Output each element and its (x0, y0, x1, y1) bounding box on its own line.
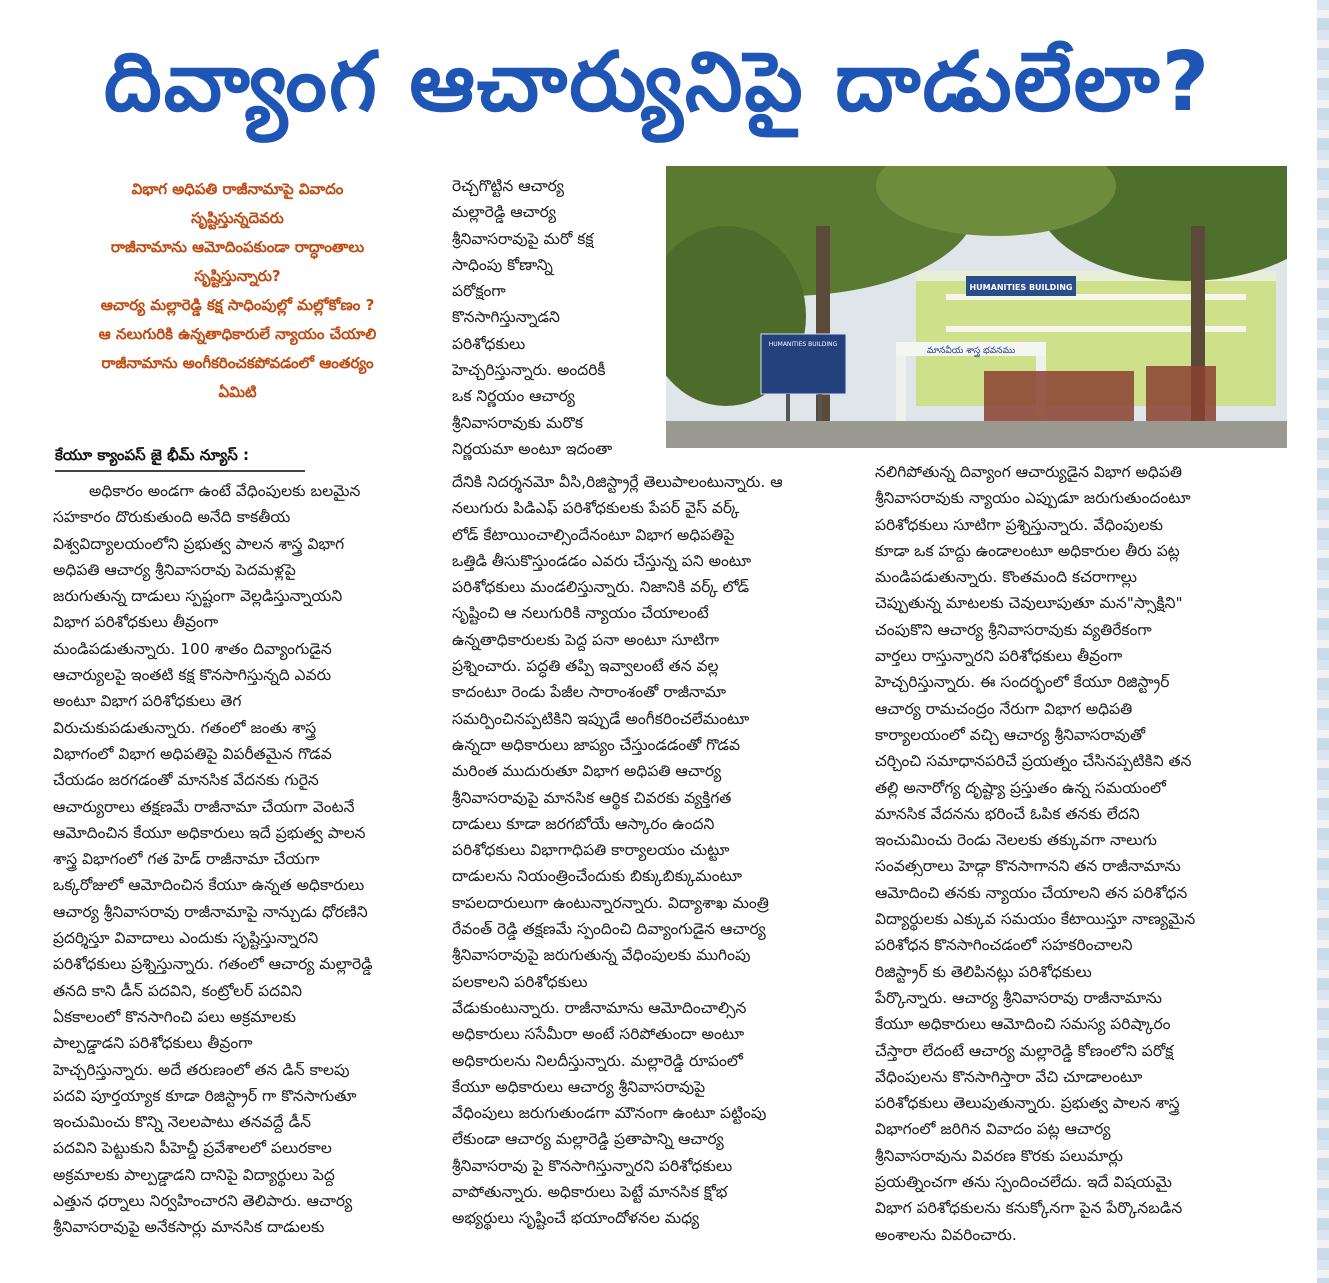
paragraph-line: వార్తలు రాస్తున్నారని పరిశోధకులు తీవ్రంగా (875, 647, 1123, 666)
paragraph-line: విశ్వవిద్యాలయంలోని ప్రభుత్వ పాలన శాస్త్ర విభాగ (53, 534, 345, 553)
paragraph-line: నలుగురు పిడిఎఫ్ పరిశోధకులకు పేపర్ వైస్ వర్క్ (452, 499, 740, 518)
building-photo-drawing (666, 166, 1287, 448)
highlight-line: రాజీనామాను ఆమోదింపకుండా రాద్ధాంతాలు (110, 238, 365, 256)
paragraph-line: సమర్పించినప్పటికిని ఇప్పుడే అంగీకరించలేమంటూ (452, 709, 750, 728)
paragraph-line: సాధింపు కోణాన్ని (452, 255, 553, 274)
paragraph-line: ఉన్నతాధికారులకు పెద్ద పనా అంటూ సూటిగా (452, 630, 720, 649)
paragraph-line: రిజిస్ట్రార్ కు తెలిపినట్లు పరిశోధకులు (875, 962, 1092, 981)
paragraph-line: శాస్త్ర విభాగంలో గత హెడ్ రాజీనామా చేయగా (53, 850, 320, 869)
highlight-line: ఆచార్య మల్లారెడ్డి కక్ష సాధింపుల్లో మల్లోకోణం ? (100, 296, 375, 314)
paragraph-line: కార్యాలయంలో వచ్చి ఆచార్య శ్రీనివాసరావుతో (875, 725, 1146, 744)
paragraph-line: ప్రశ్నించారు. పద్ధతి తప్పి ఇవ్వాలంటే తన వల్ల (452, 657, 719, 676)
paragraph-line: ఆమోదించి తనకు న్యాయం చేయాలని తన పరిశోధన (875, 883, 1188, 902)
sign-board-title: HUMANITIES BUILDING (768, 341, 838, 348)
paragraph-line: పరిశోధకులు విభాగాధిపతి కార్యాలయం చుట్టూ (452, 841, 730, 860)
paragraph-line: లోడ్ కేటాయించాల్సిందేనంటూ విభాగ అధిపతిపై (452, 525, 735, 544)
paragraph-line: పలకాలని పరిశోధకులు (452, 972, 588, 991)
paragraph-line: అధికారులను నిలదీస్తున్నారు. మల్లారెడ్డి రూపంలో (452, 1051, 743, 1070)
building-photo (666, 166, 1287, 448)
paragraph-line: దాడులను నియంత్రించేందుకు బిక్కుబిక్కుమంటూ (452, 867, 742, 886)
paragraph-line: శ్రీనివాసరావుపై అనేకసార్లు మానసిక దాడులకు (53, 1218, 325, 1237)
paragraph-line: మండిపడుతున్నారు. కొంతమంది కచరాగాల్లు (875, 568, 1138, 587)
paragraph-line: ఆచార్య శ్రీనివాసరావు రాజీనామాపై నాన్చుడు ధోరణిని (53, 902, 368, 921)
paragraph-line: హెచ్చరిస్తున్నారు. అందరికీ (452, 361, 606, 380)
paragraph-line: విరుచుకుపడుతున్నారు. గతంలో జంతు శాస్త్ర (53, 718, 317, 737)
paragraph-line: సహకారం దొరుకుతుంది అనేది కాకతీయ (53, 508, 291, 527)
paragraph-line: కాదంటూ రెండు పేజీల సారాంశంతో రాజీనామా (452, 683, 727, 702)
paragraph-line: పరిశోధకులు (452, 334, 526, 353)
article-column-2-bottom (452, 469, 842, 1232)
paragraph-line: శ్రీనివాసరావుపై జరుగుతున్న వేధింపులకు ముగింపు (452, 946, 751, 965)
paragraph-line: ఏకకాలంలో కొనసాగించి పలు అక్రమాలకు (53, 1007, 297, 1026)
paragraph-line: పరిశోధకులు ప్రశ్నిస్తున్నారు. గతంలో ఆచార్య మల్లారెడ్డి (53, 955, 373, 974)
paragraph-line: ఆచార్య రామచంద్రం నేరుగా విభాగ అధిపతి (875, 699, 1133, 718)
paragraph-line: అంటూ విభాగ పరిశోధకులు తెగ (53, 692, 242, 711)
paragraph-line: శ్రీనివాసరావును వివరణ కొరకు పలుమార్లు (875, 1146, 1123, 1165)
paragraph-line: పరిశోధకులు సూటిగా ప్రశ్నిస్తున్నారు. వేధింపులకు (875, 515, 1163, 534)
paragraph-line: వాపోతున్నారు. అధికారులు పెట్టే మానసిక క్షోభ (452, 1183, 728, 1202)
paragraph-line: ఎత్తున ధర్నాలు నిర్వహించారని తెలిపారు. ఆచార్య (53, 1192, 353, 1211)
paragraph-line: పదవిని పెట్టుకుని పీహెచ్డీ ప్రవేశాలలో పలురకాల (53, 1139, 332, 1158)
paragraph-line: లేకుండా ఆచార్య మల్లారెడ్డి ప్రతాపాన్ని ఆచార్య (452, 1130, 724, 1149)
paragraph-line: మండిపడుతున్నారు. 100 శాతం దివ్యాంగుడైన (53, 639, 332, 658)
paragraph-line: హెచ్చరిస్తున్నారు. ఈ సందర్భంలో కేయూ రిజిస్ట్రార్ (875, 673, 1170, 692)
paragraph-line: విద్యార్థులకు ఎక్కువ సమయం కేటాయిస్తూ నాణ్యమైన (875, 910, 1196, 929)
paragraph-line: ఆచార్యురాలు తక్షణమే రాజీనామా చేయగా వెంటనే (53, 797, 355, 816)
paragraph-line: ఇంచుమించు కొన్ని నెలలపాటు తనవద్దే డీన్ (53, 1113, 311, 1132)
paragraph-line: తల్లి అనారోగ్య దృష్ట్యా ప్రస్తుతం ఉన్న సమయంలో (875, 778, 1166, 797)
paragraph-line: నిర్ణయమా అంటూ ఇదంతా (452, 439, 613, 458)
paragraph-line: శ్రీనివాసరావుపై మరో కక్ష (452, 229, 594, 248)
paragraph-line: పరిశోధకులు మండలిస్తున్నారు. నిజానికి వర్క్ లోడ్ (452, 578, 750, 597)
paragraph-line: కాపలదారులుగా ఉంటున్నారన్నారు. విద్యాశాఖ మంత్రి (452, 893, 769, 912)
byline: కేయూ క్యాంపస్ జై భీమ్ న్యూస్ : (55, 442, 305, 472)
paragraph-line: కేయూ అధికారులు ఆమోదించి సమస్య పరిష్కారం (875, 1015, 1171, 1034)
paragraph-line: చేస్తారా లేదంటే ఆచార్య మల్లారెడ్డి కోణంలోని పరోక్ష (875, 1041, 1174, 1060)
page-edge-strip (1317, 0, 1329, 1283)
paragraph-line: శ్రీనివాసరావుకు న్యాయం ఎప్పుడూ జరుగుతుందంటూ (875, 489, 1191, 508)
paragraph-line: ఉన్నదా అధికారులు జాప్యం చేస్తుండడంతో గొడవ (452, 735, 740, 754)
paragraph-line: దేనికి నిదర్శనమో వీసి,రిజిస్ట్రార్లే తెలుపాలంటున్నారు. ఆ (452, 473, 783, 491)
paragraph-line: సృష్టించి ఆ నలుగురికి న్యాయం చేయాలంటే (452, 604, 709, 623)
highlight-line: ఆ నలుగురికి ఉన్నతాధికారులే న్యాయం చేయాలి (98, 325, 377, 343)
paragraph-line: పరిశోధన కొనసాగించడంలో సహకరించాలని (875, 936, 1133, 955)
paragraph-line: దాడులు కూడా జరగబోయే ఆస్కారం ఉందని (452, 814, 715, 833)
paragraph-line: వేడుకుంటున్నారు. రాజీనామాను ఆమోదించాల్సిన (452, 998, 747, 1017)
paragraph-line: రెచ్చగొట్టిన ఆచార్య (452, 177, 564, 195)
paragraph-line: ఒత్తిడి తీసుకొస్తుండడం ఎవరు చేస్తున్న పని అంటూ (452, 551, 752, 570)
paragraph-line: మరింత ముదురుతూ విభాగ అధిపతి ఆచార్య (452, 762, 722, 781)
paragraph-line: ఒక నిర్ణయం ఆచార్య (452, 387, 575, 406)
highlight-line: సృష్టిస్తున్నారు? (194, 267, 281, 285)
paragraph-line: వేధింపులు జరుగుతుండగా మౌనంగా ఉంటూ పట్టింపు (452, 1104, 767, 1123)
paragraph-line: చెప్పుతున్న మాటలకు చెవులూపుతూ మన"స్సాక్షిని" (875, 594, 1183, 613)
paragraph-line: తనది కాని డీన్ పదవిని, కంట్రోలర్ పదవిని (53, 981, 303, 1000)
paragraph-line: ప్రయత్నించగా తను స్పందించలేదు. ఇదే విషయమై (875, 1173, 1172, 1192)
paragraph-line: కేయూ అధికారులు ఆచార్య శ్రీనివాసరావుపై (452, 1077, 706, 1096)
paragraph-line: విభాగంలో విభాగ అధిపతిపై విపరీతమైన గొడవ (53, 744, 332, 763)
paragraph-line: శ్రీనివాసరావుకు మరొక (452, 413, 583, 432)
paragraph-line: కొనసాగిస్తున్నాడని (452, 308, 560, 327)
paragraph-line: అక్రమాలకు పాల్పడ్డాడని దానిపై విద్యార్థులు పెద్ద (53, 1165, 335, 1184)
paragraph-line: హెచ్చరిస్తున్నారు. అదే తరుణంలో తన డిన్ కాలపు (53, 1060, 350, 1079)
building-sign-text: HUMANITIES BUILDING (969, 283, 1073, 292)
highlight-line: ఏమిటి (218, 383, 257, 401)
paragraph-line: అంశాలను వివరించారు. (875, 1225, 1017, 1244)
paragraph-line: అధిపతి ఆచార్య శ్రీనివాసరావు పెదమళ్లపై (53, 560, 296, 579)
paragraph-line: జరుగుతున్న దాడులు స్పష్టంగా వెల్లడిస్తున్నాయని (53, 587, 343, 606)
highlight-line: సృష్టిస్తున్నదెవరు (191, 209, 284, 227)
article-column-2-top (452, 173, 664, 462)
paragraph-line: ఇంచుమించు రెండు నెలలకు తక్కువగా నాలుగు (875, 831, 1157, 850)
paragraph-line: అధికారులు ససేమీరా అంటే సరిపోతుందా అంటూ (452, 1025, 745, 1044)
paragraph-line: వేధింపులను కొనసాగిస్తారా వేచి చూడాలంటూ (875, 1067, 1143, 1086)
paragraph-line: శ్రీనివాసరావు పై కొనసాగిస్తున్నారని పరిశోధకులు (452, 1156, 733, 1175)
headline: దివ్యాంగ ఆచార్యునిపై దాడులేలా? (103, 35, 1212, 130)
paragraph-line: పరిశోధకులు తెలుపుతున్నారు. ప్రభుత్వ పాలన శాస్త్ర (875, 1094, 1180, 1113)
paragraph-line: విభాగ పరిశోధకులను కనుక్కోనగా పైన పేర్కొనబడిన (875, 1199, 1183, 1218)
paragraph-line: రేవంత్ రెడ్డి తక్షణమే స్పందించి దివ్యాంగుడైన ఆచార్య (452, 920, 766, 939)
paragraph-line: ఒక్కరోజులో ఆమోదించిన కేయూ ఉన్నత అధికారులు (53, 876, 365, 895)
paragraph-line: చంపుకొని ఆచార్య శ్రీనివాసరావుకు వ్యతిరేకంగా (875, 620, 1152, 639)
paragraph-line: ఆచార్యులపై ఇంతటి కక్ష కొనసాగిస్తున్నది ఎవరు (53, 666, 332, 685)
paragraph-line: విభాగ పరిశోధకులు తీవ్రంగా (53, 613, 219, 632)
paragraph-line: ప్రదర్శిస్తూ వివాదాలు ఎందుకు సృష్టిస్తున్నారని (53, 929, 319, 948)
paragraph-line: పదవి పూర్తయ్యాక కూడా రిజిస్ట్రార్ గా కొనసాగుతూ (53, 1086, 357, 1105)
paragraph-line: పరోక్షంగా (452, 282, 506, 301)
highlight-line: విభాగ అధిపతి రాజీనామాపై వివాదం (131, 180, 344, 198)
paragraph-line: ఆమోదించిన కేయూ అధికారులు ఇదే ప్రభుత్వ పాలన (53, 823, 366, 842)
article-column-1 (53, 478, 438, 1241)
paragraph-line: సంవత్సరాలు హెడ్గా కొనసాగానని తన రాజీనామాను (875, 857, 1181, 876)
paragraph-line: కూడా ఒక హద్దు ఉండాలంటూ అధికారుల తీరు పట్ల (875, 541, 1180, 560)
highlight-line: రాజీనామాను అంగీకరించకపోవడంలో ఆంతర్యం (101, 354, 374, 372)
paragraph-line: విభాగంలో జరిగిన వివాదం పట్ల ఆచార్య (875, 1120, 1111, 1139)
highlights-box (40, 175, 435, 407)
paragraph-line: అభ్యర్థులు సృష్టించే భయాందోళనల మధ్య (452, 1209, 700, 1228)
paragraph-line: మల్లారెడ్డి ఆచార్య (452, 203, 556, 222)
paragraph-line: చేయడం జరగడంతో మానసిక వేదనకు గురైన (53, 771, 319, 790)
paragraph-line: పేర్కొన్నారు. ఆచార్య శ్రీనివాసరావు రాజీనామాను (875, 988, 1162, 1007)
paragraph-line: మానసిక వేదనను భరించే ఓపిక తనకు లేదని (875, 804, 1140, 823)
paragraph-line: నలిగిపోతున్న దివ్యాంగ ఆచార్యుడైన విభాగ అధిపతి (875, 463, 1182, 481)
paragraph-line: పాల్పడ్డాడని పరిశోధకులు తీవ్రంగా (53, 1034, 253, 1053)
paragraph-line: చర్చించి సమాధానపరిచే ప్రయత్నం చేసినప్పటికిని తన (875, 752, 1192, 771)
paragraph-line: శ్రీనివాసరావుపై మానసిక ఆర్థిక చివరకు వ్యక్తిగత (452, 788, 732, 807)
paragraph-line: అధికారం అండగా ఉంటే వేధింపులకు బలమైన (89, 482, 361, 500)
article-column-3 (875, 459, 1270, 1248)
gate-sign-text: మానవీయ శాస్త్ర భవనము (926, 346, 1016, 356)
